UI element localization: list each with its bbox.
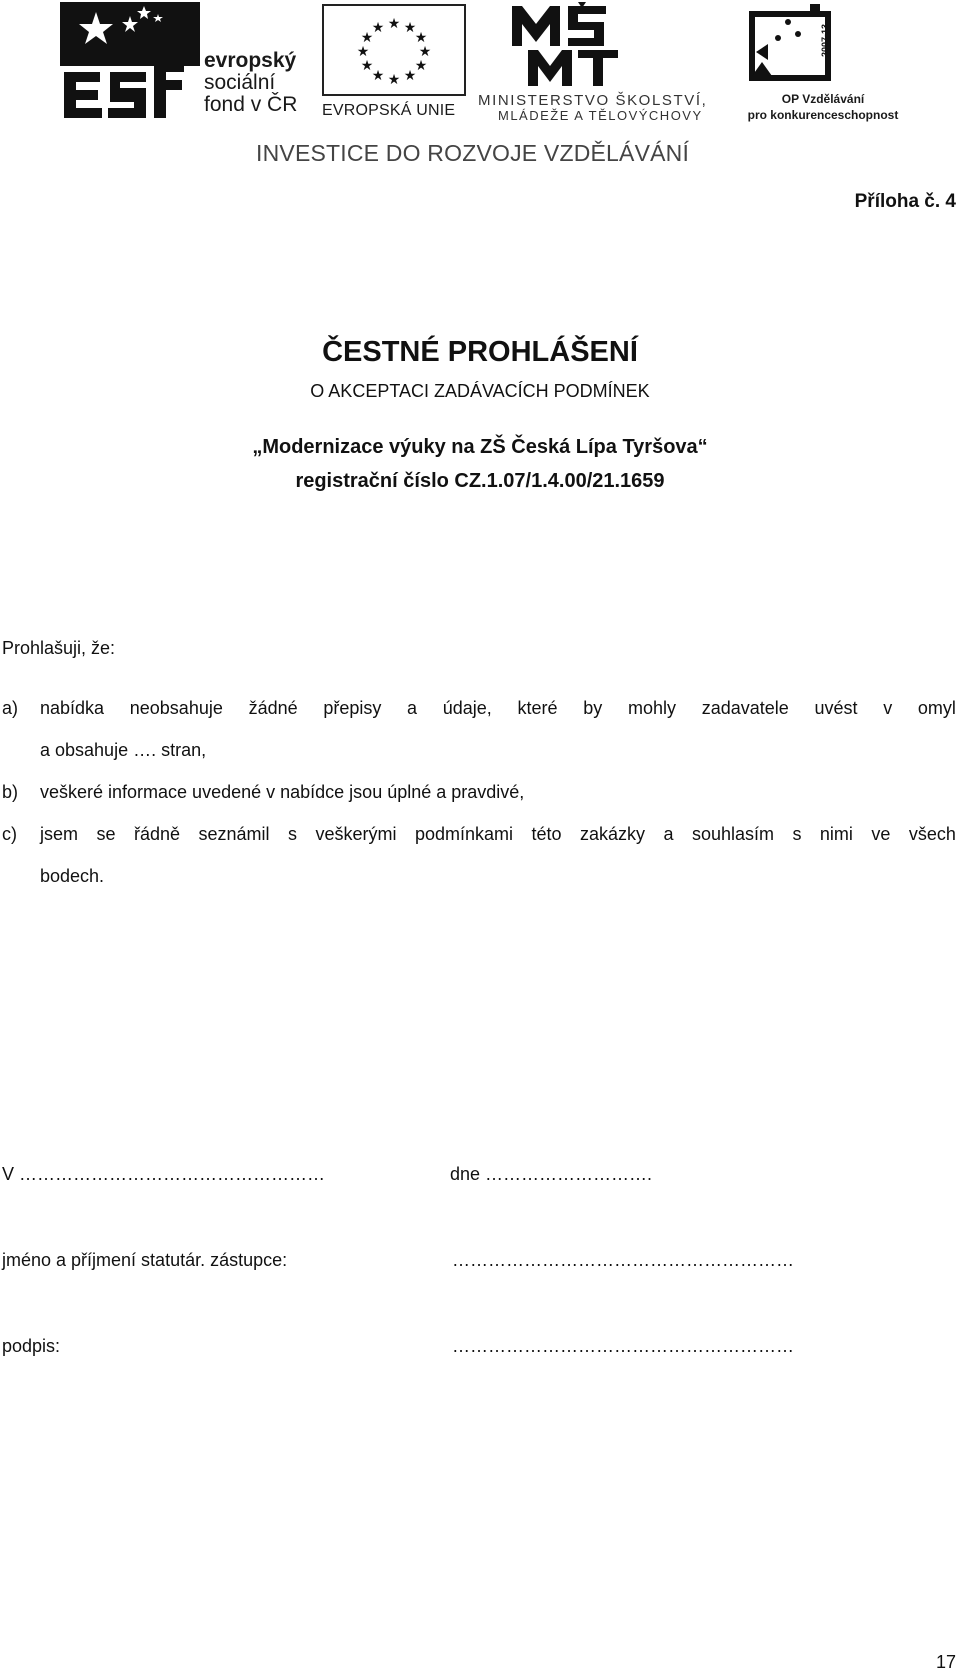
word: s <box>792 824 802 844</box>
item-c-line1 <box>40 824 956 845</box>
item-b-line1: veškeré informace uvedené v nabídce jsou úplné a pravdivé, <box>40 782 525 802</box>
registration-number: registrační číslo CZ.1.07/1.4.00/21.1659 <box>295 470 665 492</box>
word: mohly <box>627 698 676 718</box>
signature-label: podpis: <box>2 1336 61 1356</box>
name-field[interactable]: ………………………………………………… <box>452 1250 794 1270</box>
word: nimi <box>819 824 853 844</box>
word: s <box>287 824 297 844</box>
svg-text:★: ★ <box>371 68 385 84</box>
word: seznámil <box>198 824 270 844</box>
svg-text:★: ★ <box>403 68 417 84</box>
item-a-line1 <box>40 698 956 719</box>
annex-label: Příloha č. 4 <box>854 191 956 212</box>
svg-text:★: ★ <box>371 20 385 36</box>
word: se <box>96 824 116 844</box>
msmt-logo <box>478 2 738 122</box>
word: veškerými <box>315 824 397 844</box>
word: které <box>517 698 558 718</box>
item-a-label: a) <box>2 698 19 718</box>
page-number: 17 <box>935 1652 956 1672</box>
word: by <box>583 698 603 718</box>
place-field[interactable]: V …………………………………………… <box>2 1164 326 1184</box>
word: zadavatele <box>701 698 789 718</box>
word: podmínkami <box>414 824 513 844</box>
svg-text:★: ★ <box>387 72 401 88</box>
word: neobsahuje <box>129 698 223 718</box>
word: ve <box>871 824 891 844</box>
item-b-label: b) <box>2 782 19 802</box>
esf-logo <box>60 2 314 120</box>
page-subtitle: O AKCEPTACI ZADÁVACÍCH PODMÍNEK <box>310 381 650 401</box>
svg-text:★: ★ <box>387 16 401 32</box>
msmt-line2: MLÁDEŽE A TĚLOVÝCHOVY <box>498 108 703 123</box>
word: řádně <box>133 824 181 844</box>
item-a-line2: a obsahuje …. stran, <box>40 740 207 760</box>
eu-label: EVROPSKÁ UNIE <box>322 102 456 119</box>
project-name: „Modernizace výuky na ZŠ Česká Lípa Tyršova“ <box>252 436 708 458</box>
slogan: INVESTICE DO ROZVOJE VZDĚLÁVÁNÍ <box>256 140 690 166</box>
svg-text:★: ★ <box>414 30 428 46</box>
msmt-line1: MINISTERSTVO ŠKOLSTVÍ, <box>478 92 708 109</box>
op-years: 2007-13 <box>820 24 830 58</box>
op-logo <box>738 4 918 124</box>
eu-flag-icon <box>322 4 466 96</box>
word: žádné <box>248 698 298 718</box>
item-c-line2: bodech. <box>40 866 105 886</box>
name-label: jméno a příjmení statutár. zástupce: <box>2 1250 288 1270</box>
word: zakázky <box>579 824 645 844</box>
word: a <box>663 824 674 844</box>
esf-line3: fond v ČR <box>204 93 298 116</box>
svg-text:★: ★ <box>414 58 428 74</box>
msmt-mark-icon <box>508 2 628 90</box>
svg-text:★: ★ <box>418 44 432 60</box>
op-mark-icon <box>748 4 858 90</box>
signature-field[interactable]: ………………………………………………… <box>452 1336 794 1356</box>
svg-text:★: ★ <box>356 44 370 60</box>
word: údaje, <box>442 698 492 718</box>
intro-text: Prohlašuji, že: <box>2 638 116 658</box>
word: všech <box>908 824 956 844</box>
svg-text:★: ★ <box>403 20 417 36</box>
esf-mark-icon <box>60 2 200 120</box>
svg-text:★: ★ <box>360 58 374 74</box>
op-line1: OP Vzdělávání <box>781 92 865 106</box>
word: v <box>883 698 893 718</box>
word: a <box>407 698 418 718</box>
word: jsem <box>40 824 79 844</box>
word: této <box>531 824 562 844</box>
word: uvést <box>814 698 858 718</box>
word: přepisy <box>323 698 382 718</box>
word: omyl <box>917 698 956 718</box>
word: souhlasím <box>691 824 774 844</box>
item-c-label: c) <box>2 824 17 844</box>
esf-line2: sociální <box>204 71 276 94</box>
date-field[interactable]: dne ………………………. <box>450 1164 653 1184</box>
esf-line1: evropský <box>204 49 297 72</box>
svg-text:★: ★ <box>360 30 374 46</box>
op-line2: pro konkurenceschopnost <box>747 108 899 122</box>
word: nabídka <box>40 698 105 718</box>
eu-logo <box>322 4 468 122</box>
page-title: ČESTNÉ PROHLÁŠENÍ <box>322 336 638 368</box>
esf-text <box>204 50 297 116</box>
